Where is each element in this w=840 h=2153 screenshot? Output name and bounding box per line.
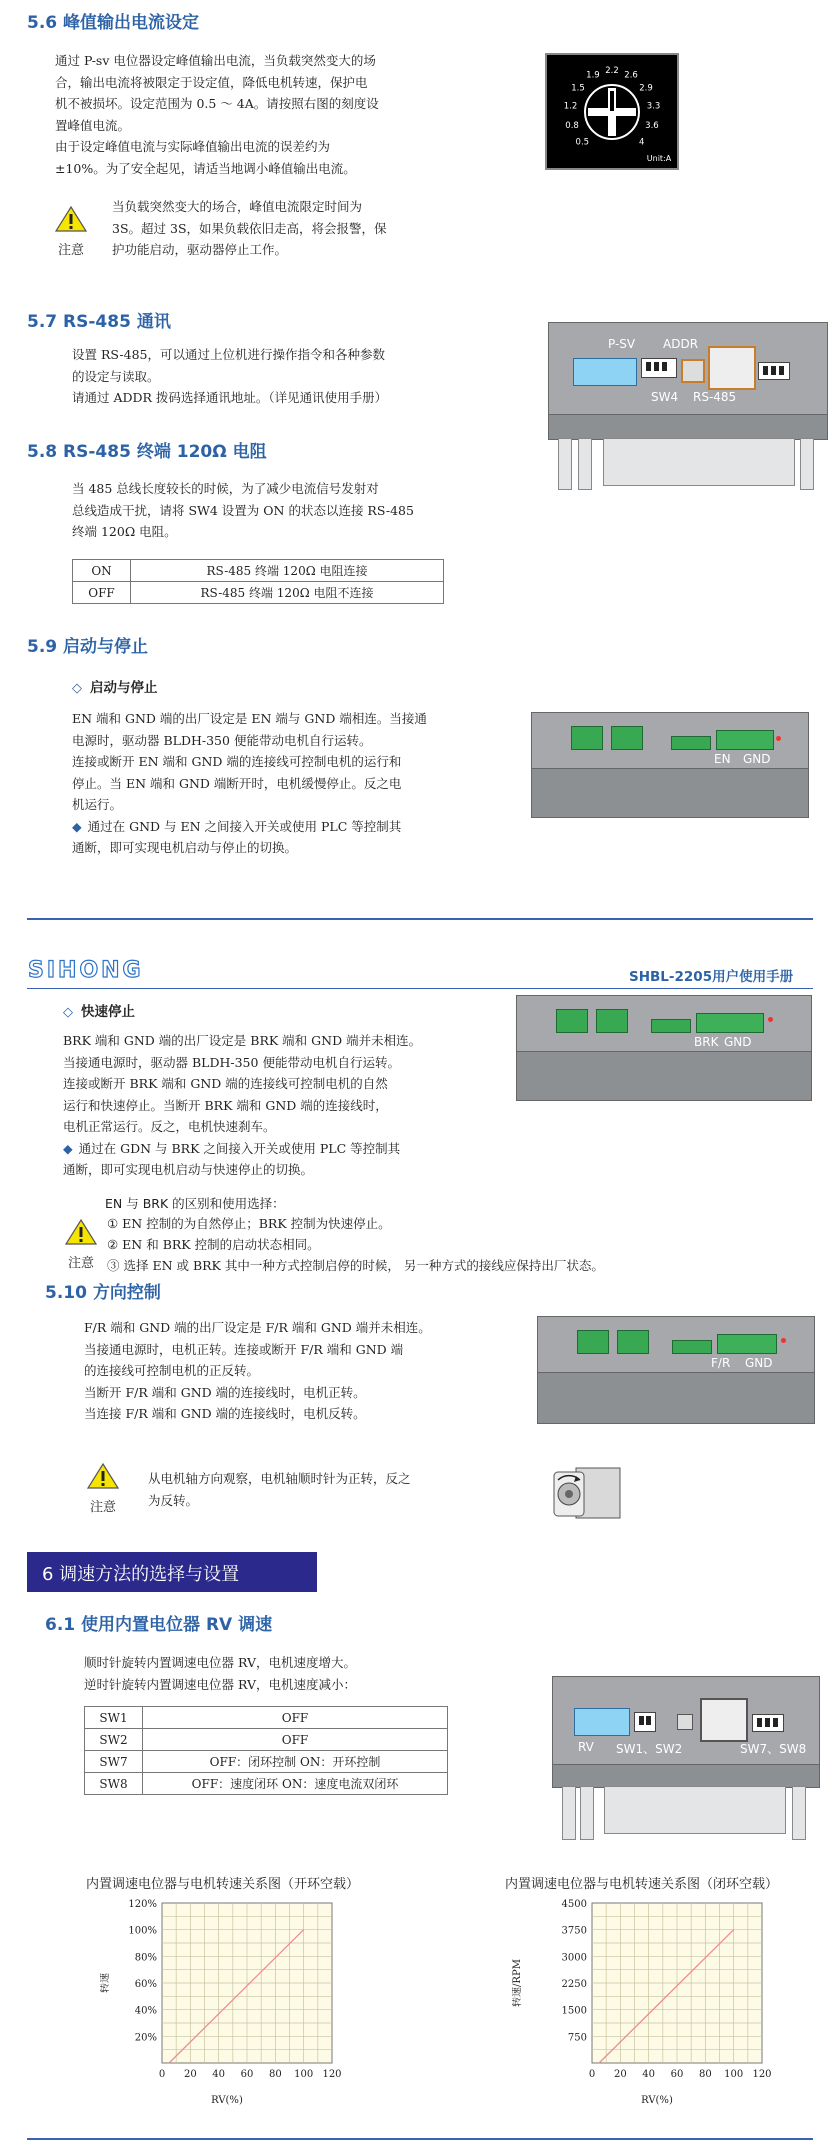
device-label: ADDR	[663, 337, 699, 351]
section-title-5-6: 5.6 峰值输出电流设定	[27, 13, 200, 33]
section-5-8-body	[72, 478, 414, 543]
dial-tick-label: 0.8	[565, 120, 579, 131]
note-item: ① EN 控制的为自然停止；BRK 控制为快速停止。	[107, 1216, 391, 1231]
header-divider	[27, 988, 813, 989]
note-item: ③ 选择 EN 或 BRK 其中一种方式控制启停的时候， 另一种方式的接线应保持出厂状态。	[107, 1258, 604, 1273]
device-label: RV	[578, 1740, 594, 1754]
y-tick-label: 1500	[561, 2005, 587, 2017]
text-line: 通断，即可实现电机启动与停止的切换。	[72, 840, 298, 855]
note-title: EN 与 BRK 的区别和使用选择：	[105, 1196, 285, 1211]
section-title-5-10: 5.10 方向控制	[45, 1283, 161, 1303]
dial-tick-label: 1.9	[586, 70, 600, 81]
warning-label: 注意	[57, 243, 84, 258]
table-cell: RS-485 终端 120Ω 电阻连接	[131, 560, 444, 582]
dial-tick-label: 3.6	[645, 120, 659, 131]
table-cell: RS-485 终端 120Ω 电阻不连接	[131, 582, 444, 604]
device-label: SW1、SW2	[616, 1742, 683, 1756]
addr-dip-switch	[641, 358, 677, 378]
x-tick-label: 20	[613, 2069, 627, 2080]
section-title-5-7: 5.7 RS-485 通讯	[27, 312, 171, 332]
dial-tick-label: 1.2	[563, 101, 578, 112]
y-axis-label: 转速	[100, 1973, 111, 1993]
text-line: 护功能启动，驱动器停止工作。	[112, 242, 288, 257]
driver-top-view-rs485	[548, 322, 828, 497]
subsection-label: 启动与停止	[90, 680, 158, 696]
x-tick-label: 40	[642, 2069, 656, 2080]
device-label: GND	[745, 1356, 773, 1370]
table-cell: OFF：速度闭环 ON：速度电流双闭环	[143, 1773, 448, 1795]
text-line: 通断，即可实现电机启动与快速停止的切换。	[63, 1162, 314, 1177]
table-cell: OFF：闭环控制 ON：开环控制	[143, 1751, 448, 1773]
dial-tick-label: 4	[638, 137, 645, 148]
warning-label: 注意	[89, 1500, 116, 1515]
text-line: 3S。超过 3S，如果负载依旧走高，将会报警，保	[112, 220, 387, 236]
table-cell: OFF	[143, 1729, 448, 1751]
text-line: 电源时，驱动器 BLDH-350 便能带动电机自行运转。	[72, 732, 372, 748]
chapter-banner	[27, 1552, 317, 1592]
driver-side-view-brk	[516, 995, 814, 1105]
text-line: 顺时针旋转内置调速电位器 RV，电机速度增大。	[84, 1655, 356, 1670]
text-line: 为反转。	[148, 1492, 199, 1508]
subsection-label: 快速停止	[81, 1004, 135, 1020]
text-line: 当断开 F/R 端和 GND 端的连接线时，电机正转。	[84, 1384, 366, 1400]
dial-tick-label: 2.9	[639, 83, 653, 94]
text-line: F/R 端和 GND 端的出厂设定是 F/R 端和 GND 端并未相连。	[84, 1320, 431, 1335]
text-line: 设置 RS-485，可以通过上位机进行操作指令和各种参数	[72, 347, 385, 362]
x-tick-label: 0	[588, 2069, 596, 2080]
device-label: SW4	[651, 390, 679, 404]
warning-5-6-text	[112, 196, 387, 261]
dial-tick-label: 0.5	[575, 137, 590, 148]
text-line: 通过在 GDN 与 BRK 之间接入开关或使用 PLC 等控制其	[78, 1140, 401, 1156]
text-line: 连接或断开 EN 端和 GND 端的连接线可控制电机的运行和	[72, 754, 402, 769]
rs485-port	[700, 1698, 748, 1742]
dip-switch	[758, 362, 790, 380]
y-tick-label: 20%	[134, 2032, 157, 2044]
dial-tick-label: 1.5	[571, 83, 585, 94]
device-label: EN	[714, 752, 731, 766]
warning-en-brk	[64, 1218, 98, 1271]
text-line: 运行和快速停止。当断开 BRK 端和 GND 端的连接线时，	[63, 1097, 388, 1113]
table-cell: OFF	[143, 1707, 448, 1729]
device-label: BRK	[694, 1035, 719, 1049]
table-row	[85, 1729, 448, 1751]
text-line: EN 端和 GND 端的出厂设定是 EN 端与 GND 端相连。当接通	[72, 711, 427, 726]
chart-closed-loop	[512, 1895, 792, 2105]
warning-label: 注意	[67, 1256, 94, 1271]
dial-tick-label: 3.3	[646, 101, 661, 112]
y-tick-label: 120%	[128, 1899, 157, 1910]
warning-icon	[64, 1218, 98, 1246]
x-axis-label: RV(%)	[211, 2095, 243, 2105]
section-5-9-body: EN 端和 GND 端的出厂设定是 EN 端与 GND 端相连。当接通 电源时，驱动器 BLDH-350 便能带动电机自行运转。 连接或断开 EN 端和 GND 端的连接线可控制电机的运行和 停止。当 EN 端和 GND 端断开时，电机缓慢停止。反之电 机运行。 ◆ 通过在 GND 与 EN 之间接入开关或使用 PLC 等控制其 通断，即可实现电机启动与停止的切换。	[72, 708, 427, 859]
x-tick-label: 0	[158, 2069, 166, 2080]
section-title-5-9: 5.9 启动与停止	[27, 637, 149, 657]
y-tick-label: 60%	[134, 1979, 157, 1990]
driver-side-view-en	[531, 712, 811, 818]
device-label: RS-485	[693, 390, 737, 404]
text-line: 电机正常运行。反之，电机快速刹车。	[63, 1119, 276, 1134]
y-tick-label: 3750	[561, 1925, 587, 1937]
rv-potentiometer	[574, 1708, 630, 1736]
text-line: 当 485 总线长度较长的时候，为了减少电流信号发射对	[72, 481, 379, 496]
text-line: 合，输出电流将被限定于设定值，降低电机转速，保护电	[55, 74, 368, 90]
section-5-7-body	[72, 344, 387, 409]
text-line: 置峰值电流。	[55, 117, 131, 133]
text-line: 机不被损坏。设定范围为 0.5 ～ 4A。请按照右图的刻度设	[55, 96, 379, 111]
table-cell: OFF	[73, 582, 131, 604]
sw4-switch	[681, 359, 705, 383]
section-title-6-1: 6.1 使用内置电位器 RV 调速	[45, 1615, 273, 1635]
table-row	[73, 560, 444, 582]
psv-potentiometer	[573, 358, 637, 386]
y-tick-label: 100%	[128, 1925, 157, 1937]
warning-icon	[86, 1462, 120, 1490]
table-cell: SW7	[85, 1751, 143, 1773]
x-tick-label: 40	[212, 2069, 226, 2080]
rs485-port	[708, 346, 756, 390]
x-tick-label: 60	[670, 2069, 684, 2080]
y-tick-label: 40%	[134, 2005, 157, 2017]
manual-title: SHBL-2205用户使用手册	[629, 969, 794, 985]
text-line: 停止。当 EN 端和 GND 端断开时，电机缓慢停止。反之电	[72, 775, 402, 791]
section-5-6-body	[55, 50, 379, 179]
chart-1-title: 内置调速电位器与电机转速关系图（开环空载）	[86, 1877, 360, 1892]
quick-stop-body: BRK 端和 GND 端的出厂设定是 BRK 端和 GND 端并未相连。 当接通电源时，驱动器 BLDH-350 便能带动电机自行运转。 连接或断开 BRK 端和 GND 端的连接线可控制电机的自然 运行和快速停止。当断开 BRK 端和 GND 端的连接线时， 电机正常运行。反之，电机快速刹车。 ◆ 通过在 GDN 与 BRK 之间接入开关或使用 PLC 等控制其 通断，即可实现电机启动与快速停止的切换。	[63, 1030, 421, 1181]
x-tick-label: 120	[322, 2069, 342, 2080]
table-row	[85, 1707, 448, 1729]
text-line: 当接通电源时，驱动器 BLDH-350 便能带动电机自行运转。	[63, 1054, 400, 1070]
device-label: P-SV	[608, 337, 636, 351]
text-line: 当接通电源时，电机正转。连接或断开 F/R 端和 GND 端	[84, 1341, 404, 1357]
device-label: SW7、SW8	[740, 1742, 807, 1756]
sw4-table	[72, 559, 444, 604]
y-tick-label: 2250	[561, 1979, 587, 1990]
x-tick-label: 120	[752, 2069, 772, 2080]
dial-tick-label: 2.2	[605, 66, 619, 76]
device-label: GND	[743, 752, 771, 766]
text-line: 连接或断开 BRK 端和 GND 端的连接线可控制电机的自然	[63, 1076, 388, 1091]
x-tick-label: 60	[240, 2069, 254, 2080]
text-line: 通过在 GND 与 EN 之间接入开关或使用 PLC 等控制其	[87, 818, 402, 834]
table-cell: SW2	[85, 1729, 143, 1751]
table-row	[85, 1773, 448, 1795]
table-row	[85, 1751, 448, 1773]
section-5-10-body	[84, 1317, 431, 1425]
chart-2-title: 内置调速电位器与电机转速关系图（闭环空载）	[505, 1877, 779, 1892]
sw7-sw8-switch	[752, 1714, 784, 1732]
x-tick-label: 100	[724, 2069, 744, 2080]
driver-side-view-fr	[537, 1316, 817, 1428]
warning-icon	[54, 205, 88, 233]
text-line: 终端 120Ω 电阻。	[72, 524, 177, 539]
y-tick-label: 4500	[561, 1899, 587, 1910]
text-line: 的设定与读取。	[72, 368, 160, 384]
peak-current-dial	[545, 53, 679, 170]
dial-tick-label: 2.6	[624, 70, 638, 81]
text-line: 由于设定峰值电流与实际峰值输出电流的误差约为	[55, 139, 331, 154]
device-label: GND	[724, 1035, 752, 1049]
text-line: 通过 P-sv 电位器设定峰值输出电流，当负载突然变大的场	[55, 53, 376, 68]
table-cell: SW1	[85, 1707, 143, 1729]
dial-graphic	[547, 55, 677, 168]
x-axis-label: RV(%)	[641, 2095, 673, 2105]
y-axis-label: 转速/RPM	[512, 1959, 523, 2007]
switch-settings-table	[84, 1706, 448, 1795]
note-item: ② EN 和 BRK 控制的启动状态相同。	[107, 1237, 320, 1252]
dial-unit-label: Unit:A	[646, 154, 672, 163]
x-tick-label: 20	[183, 2069, 197, 2080]
text-line: BRK 端和 GND 端的出厂设定是 BRK 端和 GND 端并未相连。	[63, 1033, 422, 1048]
y-tick-label: 80%	[134, 1952, 157, 1964]
driver-top-view-rv	[552, 1676, 822, 1848]
x-tick-label: 100	[294, 2069, 314, 2080]
sw1-sw2-switch	[634, 1712, 656, 1732]
text-line: 机运行。	[72, 797, 123, 812]
text-line: 的连接线可控制电机的正反转。	[84, 1363, 260, 1378]
x-tick-label: 80	[268, 2069, 282, 2080]
y-tick-label: 3000	[561, 1952, 587, 1964]
motor-illustration	[548, 1458, 628, 1530]
warning-5-10	[86, 1462, 120, 1515]
subsection-start-stop: ◇ 启动与停止	[72, 680, 158, 696]
section-title-5-8: 5.8 RS-485 终端 120Ω 电阻	[27, 442, 267, 462]
section-6-1-body	[84, 1652, 356, 1695]
text-line: ±10%。为了安全起见，请适当地调小峰值输出电流。	[55, 160, 356, 176]
divider	[27, 918, 813, 920]
table-row	[73, 582, 444, 604]
device-label: F/R	[711, 1356, 731, 1370]
brand-logo: SIHONG	[28, 958, 144, 983]
text-line: 总线造成干扰，请将 SW4 设置为 ON 的状态以连接 RS-485	[72, 502, 414, 518]
table-cell: SW8	[85, 1773, 143, 1795]
warning-5-6	[54, 205, 88, 258]
text-line: 从电机轴方向观察，电机轴顺时针为正转，反之	[148, 1471, 411, 1486]
chapter-title: 6 调速方法的选择与设置	[42, 1564, 240, 1585]
table-cell: ON	[73, 560, 131, 582]
x-tick-label: 80	[698, 2069, 712, 2080]
text-line: 请通过 ADDR 拨码选择通讯地址。（详见通讯使用手册）	[72, 390, 388, 405]
y-tick-label: 750	[567, 2032, 587, 2044]
text-line: 逆时针旋转内置调速电位器 RV，电机速度减小：	[84, 1676, 356, 1692]
footer-divider	[27, 2138, 813, 2140]
text-line: 当负载突然变大的场合，峰值电流限定时间为	[112, 199, 363, 214]
text-line: 当连接 F/R 端和 GND 端的连接线时，电机反转。	[84, 1406, 366, 1421]
chart-open-loop	[100, 1895, 370, 2105]
note-items	[107, 1213, 604, 1276]
warning-5-10-text	[148, 1468, 411, 1511]
subsection-quick-stop: ◇ 快速停止	[63, 1004, 135, 1020]
